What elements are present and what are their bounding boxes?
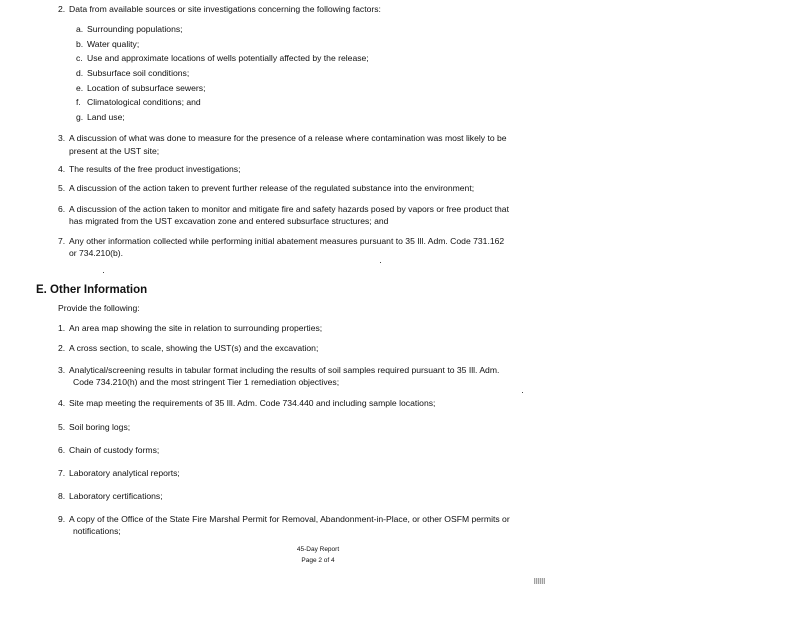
factor-letter: a. [76, 24, 84, 34]
scan-artifact [534, 578, 545, 584]
item-text: A discussion of what was done to measure for the presence of a release where contamination was most likely to be [69, 133, 507, 143]
scan-speck [380, 262, 381, 263]
item-text: Soil boring logs; [69, 422, 131, 432]
item-text: A copy of the Office of the State Fire Marshal Permit for Removal, Abandonment-in-Place, or other OSFM permits or [69, 514, 510, 524]
item-number: 4. [58, 398, 66, 408]
item-number: 8. [58, 491, 66, 501]
item-text: A discussion of the action taken to monitor and mitigate fire and safety hazards posed by vapors or free product that [69, 204, 509, 214]
factor-letter: g. [76, 112, 84, 122]
item-text-continued: Code 734.210(h) and the most stringent Tier 1 remediation objectives; [73, 377, 340, 387]
item-text: Laboratory certifications; [69, 491, 163, 501]
item-number: 7. [58, 236, 66, 246]
item-number: 2. [58, 4, 66, 14]
item-text-continued: has migrated from the UST excavation zone and entered subsurface structures; and [69, 216, 389, 226]
item-text: Data from available sources or site investigations concerning the following factors: [69, 4, 381, 14]
factor-letter: f. [76, 97, 81, 107]
item-text: Site map meeting the requirements of 35 Ill. Adm. Code 734.440 and including sample locations; [69, 398, 436, 408]
factor-text: Location of subsurface sewers; [87, 83, 206, 93]
item-number: 9. [58, 514, 66, 524]
footer-title: 45-Day Report [296, 546, 340, 553]
item-text: Chain of custody forms; [69, 445, 160, 455]
factor-text: Water quality; [87, 39, 140, 49]
item-text-continued: or 734.210(b). [69, 248, 123, 258]
factor-letter: d. [76, 68, 84, 78]
item-number: 7. [58, 468, 66, 478]
item-number: 5. [58, 422, 66, 432]
item-text: The results of the free product investigations; [69, 164, 241, 174]
item-number: 1. [58, 323, 66, 333]
factor-letter: c. [76, 53, 83, 63]
section-heading: E. Other Information [36, 284, 148, 296]
item-number: 3. [58, 133, 66, 143]
factor-text: Land use; [87, 112, 125, 122]
item-text: Laboratory analytical reports; [69, 468, 180, 478]
footer-page-number: Page 2 of 4 [301, 557, 335, 564]
factor-letter: b. [76, 39, 84, 49]
factor-letter: e. [76, 83, 84, 93]
item-number: 5. [58, 183, 66, 193]
section-intro: Provide the following: [58, 303, 140, 313]
item-number: 6. [58, 204, 66, 214]
item-number: 3. [58, 365, 66, 375]
item-text: Analytical/screening results in tabular format including the results of soil samples required pursuant to 35 Ill. Adm. [69, 365, 500, 375]
item-text: A discussion of the action taken to prevent further release of the regulated substance into the environment; [69, 183, 475, 193]
item-text-continued: present at the UST site; [69, 146, 160, 156]
item-number: 2. [58, 343, 66, 353]
factor-text: Use and approximate locations of wells potentially affected by the release; [87, 53, 369, 63]
factor-text: Climatological conditions; and [87, 97, 201, 107]
factor-text: Surrounding populations; [87, 24, 183, 34]
item-text: A cross section, to scale, showing the UST(s) and the excavation; [69, 343, 319, 353]
factor-text: Subsurface soil conditions; [87, 68, 190, 78]
scan-speck [522, 392, 523, 393]
item-text: Any other information collected while performing initial abatement measures pursuant to 35 Ill. Adm. Code 731.162 [69, 236, 505, 246]
item-number: 6. [58, 445, 66, 455]
item-number: 4. [58, 164, 66, 174]
item-text: An area map showing the site in relation to surrounding properties; [69, 323, 323, 333]
scan-speck [103, 272, 104, 273]
item-text-continued: notifications; [73, 526, 121, 536]
